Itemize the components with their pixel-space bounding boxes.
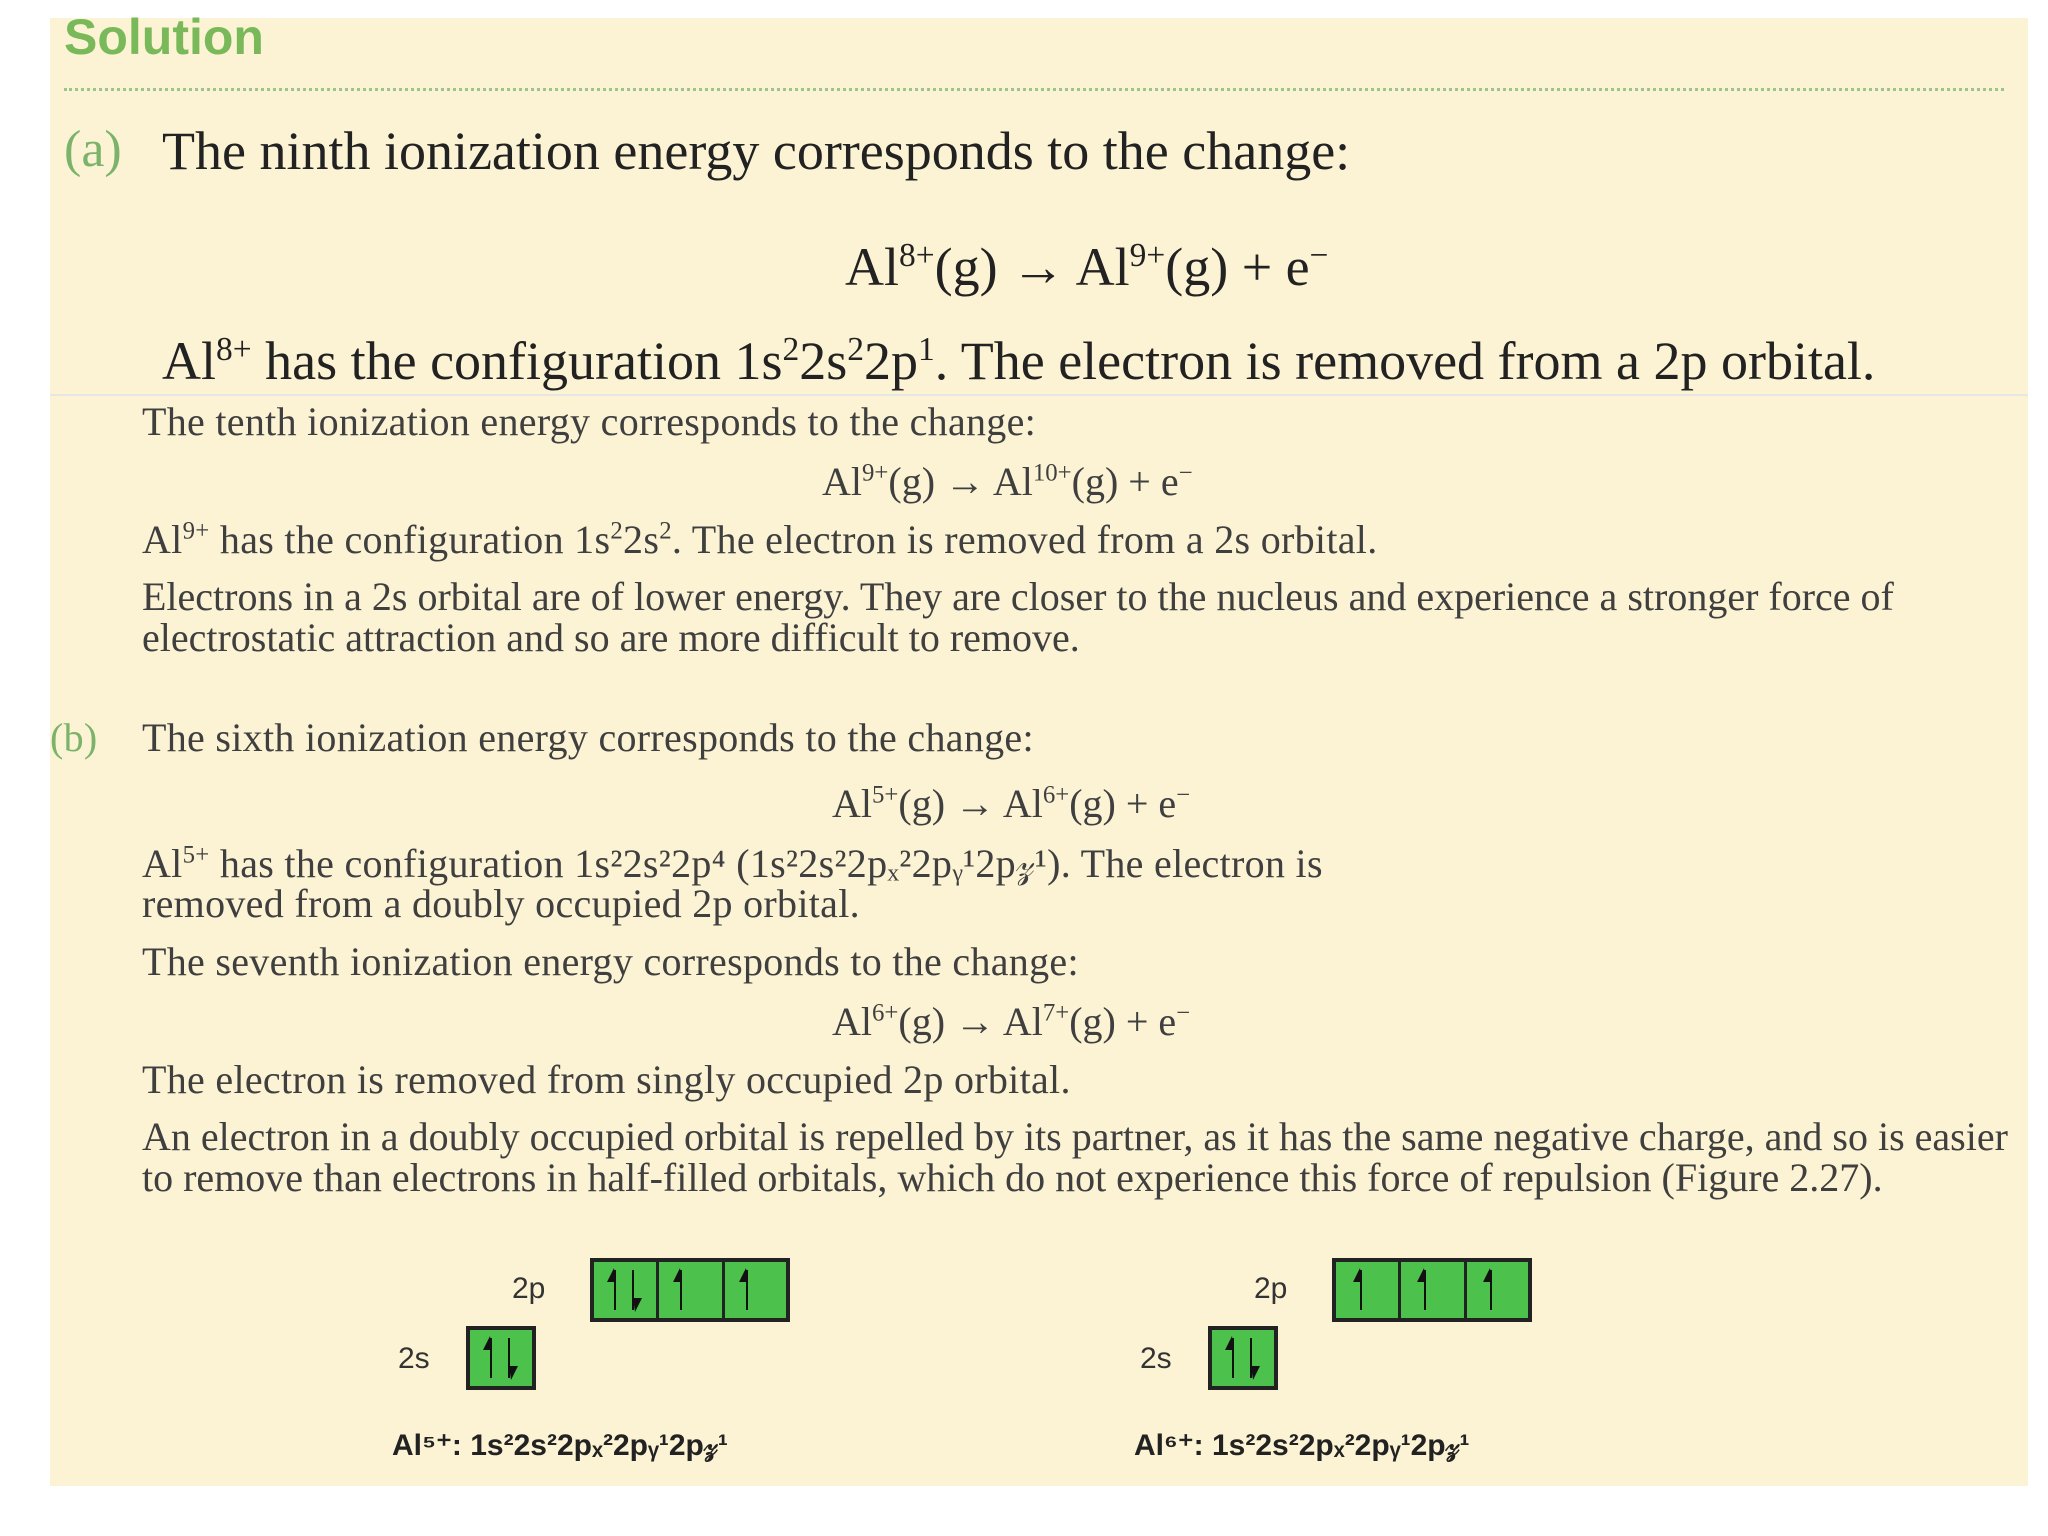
solution-heading: Solution — [64, 9, 264, 65]
seventh-ie-intro: The seventh ionization energy corresponds to the change: — [142, 939, 1079, 984]
equation-al5-to-al6: $Al^{5+}(g) \to Al^{6+}(g) + e^-$ — [832, 781, 1191, 826]
equation-al6-to-al7: $Al^{6+}(g) \to Al^{7+}(g) + e^-$ — [832, 999, 1191, 1044]
sixth-ie-intro: The sixth ionization energy corresponds to the change: — [142, 715, 1034, 760]
orbital-label-2s: 2s — [398, 1342, 430, 1375]
al9-configuration: $Al^{9+}$ has the configuration $1s^22s^2$. The electron is removed from a 2s orbital. — [142, 517, 1378, 562]
singly-occupied-note: The electron is removed from singly occupied 2p orbital. — [142, 1057, 1071, 1102]
al5-configuration-line2: removed from a doubly occupied 2p orbital. — [142, 881, 860, 926]
orbital-box-2s — [466, 1326, 536, 1390]
2s-explanation: Electrons in a 2s orbital are of lower energy. They are closer to the nucleus and experience a stronger force of electrostatic attraction and so are more difficult to remove. — [142, 574, 1894, 660]
tenth-ie-intro: The tenth ionization energy corresponds to the change: — [142, 399, 1037, 444]
orbital-label-2s: 2s — [1140, 1342, 1172, 1375]
orbital-label-2p: 2p — [1254, 1272, 1288, 1305]
dotted-rule — [64, 88, 2004, 91]
repulsion-explanation: An electron in a doubly occupied orbital is repelled by its partner, as it has the same negative charge, and so is easier to remove than electrons in half-filled orbitals, which do not experience this force of repulsion (Figure 2.27). — [142, 1114, 2008, 1200]
part-b-label: (b) — [50, 715, 98, 760]
equation-al8-to-al9: $Al^{8+}(g) \to Al^{9+}(g) + e^-$ — [845, 237, 1329, 297]
orbital-box-2p — [590, 1258, 790, 1322]
al5-orbital-config: Al⁵⁺: 1s²2s²2pₓ²2pᵧ¹2p𝓏¹ — [392, 1429, 728, 1462]
part-a-intro: The ninth ionization energy corresponds to the change: — [162, 121, 1351, 181]
al8-configuration: $Al^{8+}$ has the configuration $1s^22s^22p^1$. The electron is removed from a 2p orbital. — [162, 331, 1876, 391]
orbital-label-2p: 2p — [512, 1272, 546, 1305]
al6-orbital-config: Al⁶⁺: 1s²2s²2pₓ²2pᵧ¹2p𝓏¹ — [1134, 1429, 1470, 1462]
orbital-box-2s — [1208, 1326, 1278, 1390]
part-a-label: (a) — [64, 121, 122, 178]
orbital-box-2p — [1332, 1258, 1532, 1322]
equation-al9-to-al10: $Al^{9+}(g) \to Al^{10+}(g) + e^-$ — [822, 459, 1193, 504]
al5-configuration-line1: $Al^{5+}$ has the configuration 1s²2s²2p⁴ (1s²2s²2pₓ²2pᵧ¹2p𝓏¹). The electron is — [142, 841, 1323, 886]
